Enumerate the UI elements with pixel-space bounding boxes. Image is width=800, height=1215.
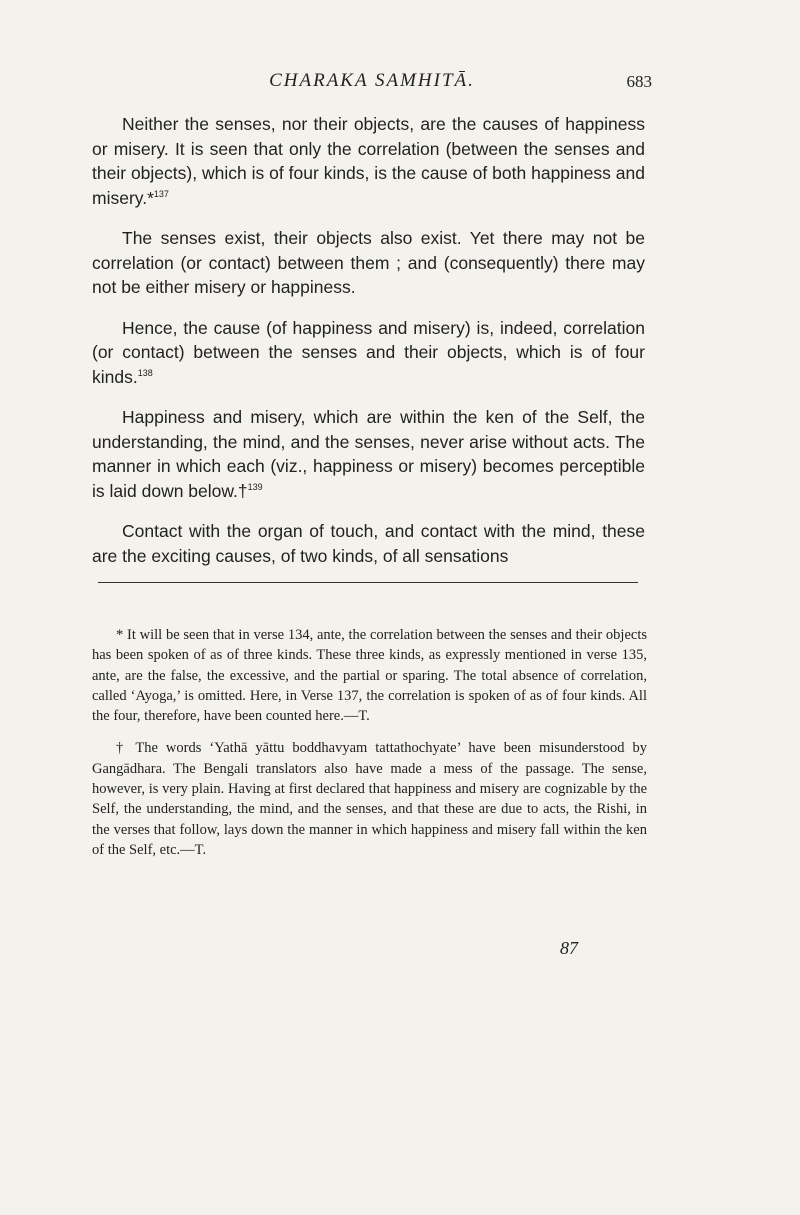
page-header (92, 70, 652, 100)
footnote-text: It will be seen that in verse 134, ante, the correlation between the senses and their objects has been spoken of as of three kinds. These three kinds, as expressly mentioned in verse 135, ante, are the false, the excessive, and the partial or sparing. The total absence of correlation, called ‘Ayoga,’ is omitted. Here, in Verse 137, the correlation is spoken of as of four kinds. All the four, therefore, have been counted here.—T. (92, 627, 648, 725)
footnotes (92, 625, 647, 872)
footnote (92, 625, 647, 726)
footnote-mark: * (116, 627, 124, 643)
footnote-text: The words ‘Yathā yāttu boddhavyam tattathochyate’ have been misunderstood by Gangādhara. The Bengali translators also have made a mess of the passage. The sense, however, is very plain. Having at first declared that happiness and misery are cognizable by the Self, the understanding, the mind, and the senses, and that these are due to acts, the Rishi, in the verses that follow, lays down the manner in which happiness and misery fall within the ken of the Self, etc.—T. (92, 740, 647, 858)
main-text (92, 112, 645, 584)
paragraph-text: Contact with the organ of touch, and contact with the mind, these are the exciting causes, of two kinds, of all sensations (92, 521, 645, 566)
verse-ref: 137 (153, 188, 169, 199)
signature-mark: 87 (560, 938, 578, 958)
footnote-divider (98, 582, 638, 583)
footnote-mark: † (116, 740, 128, 757)
paragraph (92, 519, 645, 568)
verse-ref: 139 (247, 481, 263, 492)
verse-ref: 138 (137, 367, 153, 378)
paragraph-text: The senses exist, their objects also exist. Yet there may not be correlation (or contact) between them ; and (consequently) there may not be either misery or happiness. (92, 228, 645, 297)
footnote (92, 738, 647, 860)
paragraph (92, 405, 645, 503)
paragraph (92, 226, 645, 300)
paragraph-text: Happiness and misery, which are within the ken of the Self, the understanding, the mind, and the senses, never arise without acts. The manner in which each (viz., happiness or misery) becomes perceptible is laid down below.† (92, 407, 645, 501)
paragraph-text: Hence, the cause (of happiness and misery) is, indeed, correlation (or contact) between the senses and their objects, which is of four kinds. (92, 317, 645, 387)
paragraph-text: Neither the senses, nor their objects, are the causes of happiness or misery. It is seen that only the correlation (between the senses and their objects), which is of four kinds, is the cause of both happiness and misery.* (92, 114, 645, 208)
paragraph (92, 112, 645, 210)
running-title: CHARAKA SAMHITĀ. (269, 70, 475, 91)
page-number: 683 (626, 72, 652, 91)
paragraph (92, 316, 645, 390)
